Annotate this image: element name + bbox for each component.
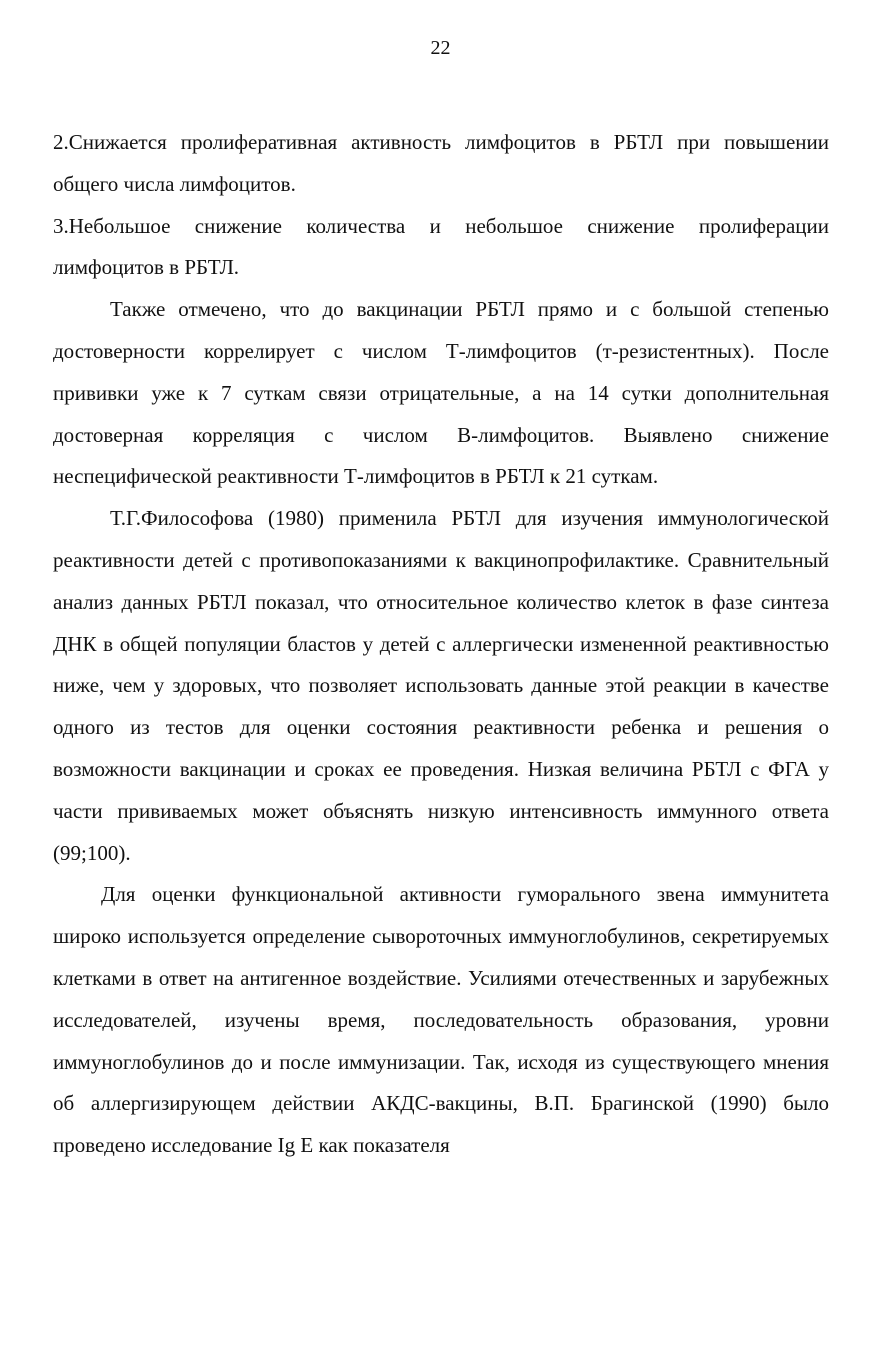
- paragraph-filosofova-study: Т.Г.Философова (1980) применила РБТЛ для изучения иммунологической реактивности детей с противопоказаниями к вакцинопрофилактике. Сравнительный анализ данных РБТЛ показал, что относительное количество клеток в фазе синтеза ДНК в общей популяции бластов у детей с аллергически измененной реактивностью ниже, чем у здоровых, что позволяет использовать данные этой реакции в качестве одного из тестов для оценки состояния реактивности ребенка и решения о возможности вакцинации и сроках ее проведения. Низкая величина РБТЛ с ФГА у части прививаемых может объяснять низкую интенсивность иммунного ответа (99;100).: [53, 506, 829, 865]
- page-number: 22: [430, 37, 451, 59]
- paragraph-vaccination-correlation: Также отмечено, что до вакцинации РБТЛ прямо и с большой степенью достоверности коррелирует с числом Т-лимфоцитов (т-резистентных). После прививки уже к 7 суткам связи отрицательные, а на 14 сутки дополнительная достоверная корреляция с числом В-лимфоцитов. Выявлено снижение неспецифической реактивности Т-лимфоцитов в РБТЛ к 21 суткам.: [53, 297, 829, 489]
- paragraph-list-item-2: 2.Снижается пролиферативная активность лимфоцитов в РБТЛ при повышении общего числа лимфоцитов.: [53, 130, 829, 196]
- paragraph-list-item-3: 3.Небольшое снижение количества и небольшое снижение пролиферации лимфоцитов в РБТЛ.: [53, 213, 829, 280]
- body-text: [53, 122, 829, 1167]
- paragraph-humoral-immunity: Для оценки функциональной активности гуморального звена иммунитета широко используется определение сывороточных иммуноглобулинов, секретируемых клетками в ответ на антигенное воздействие. Усилиями отечественных и зарубежных исследователей, изучены время, последовательность образования, уровни иммуноглобулинов до и после иммунизации. Так, исходя из существующего мнения об аллергизирующем действии АКДС-вакцины, В.П. Брагинской (1990) было проведено исследование Ig E как показателя: [53, 882, 829, 1158]
